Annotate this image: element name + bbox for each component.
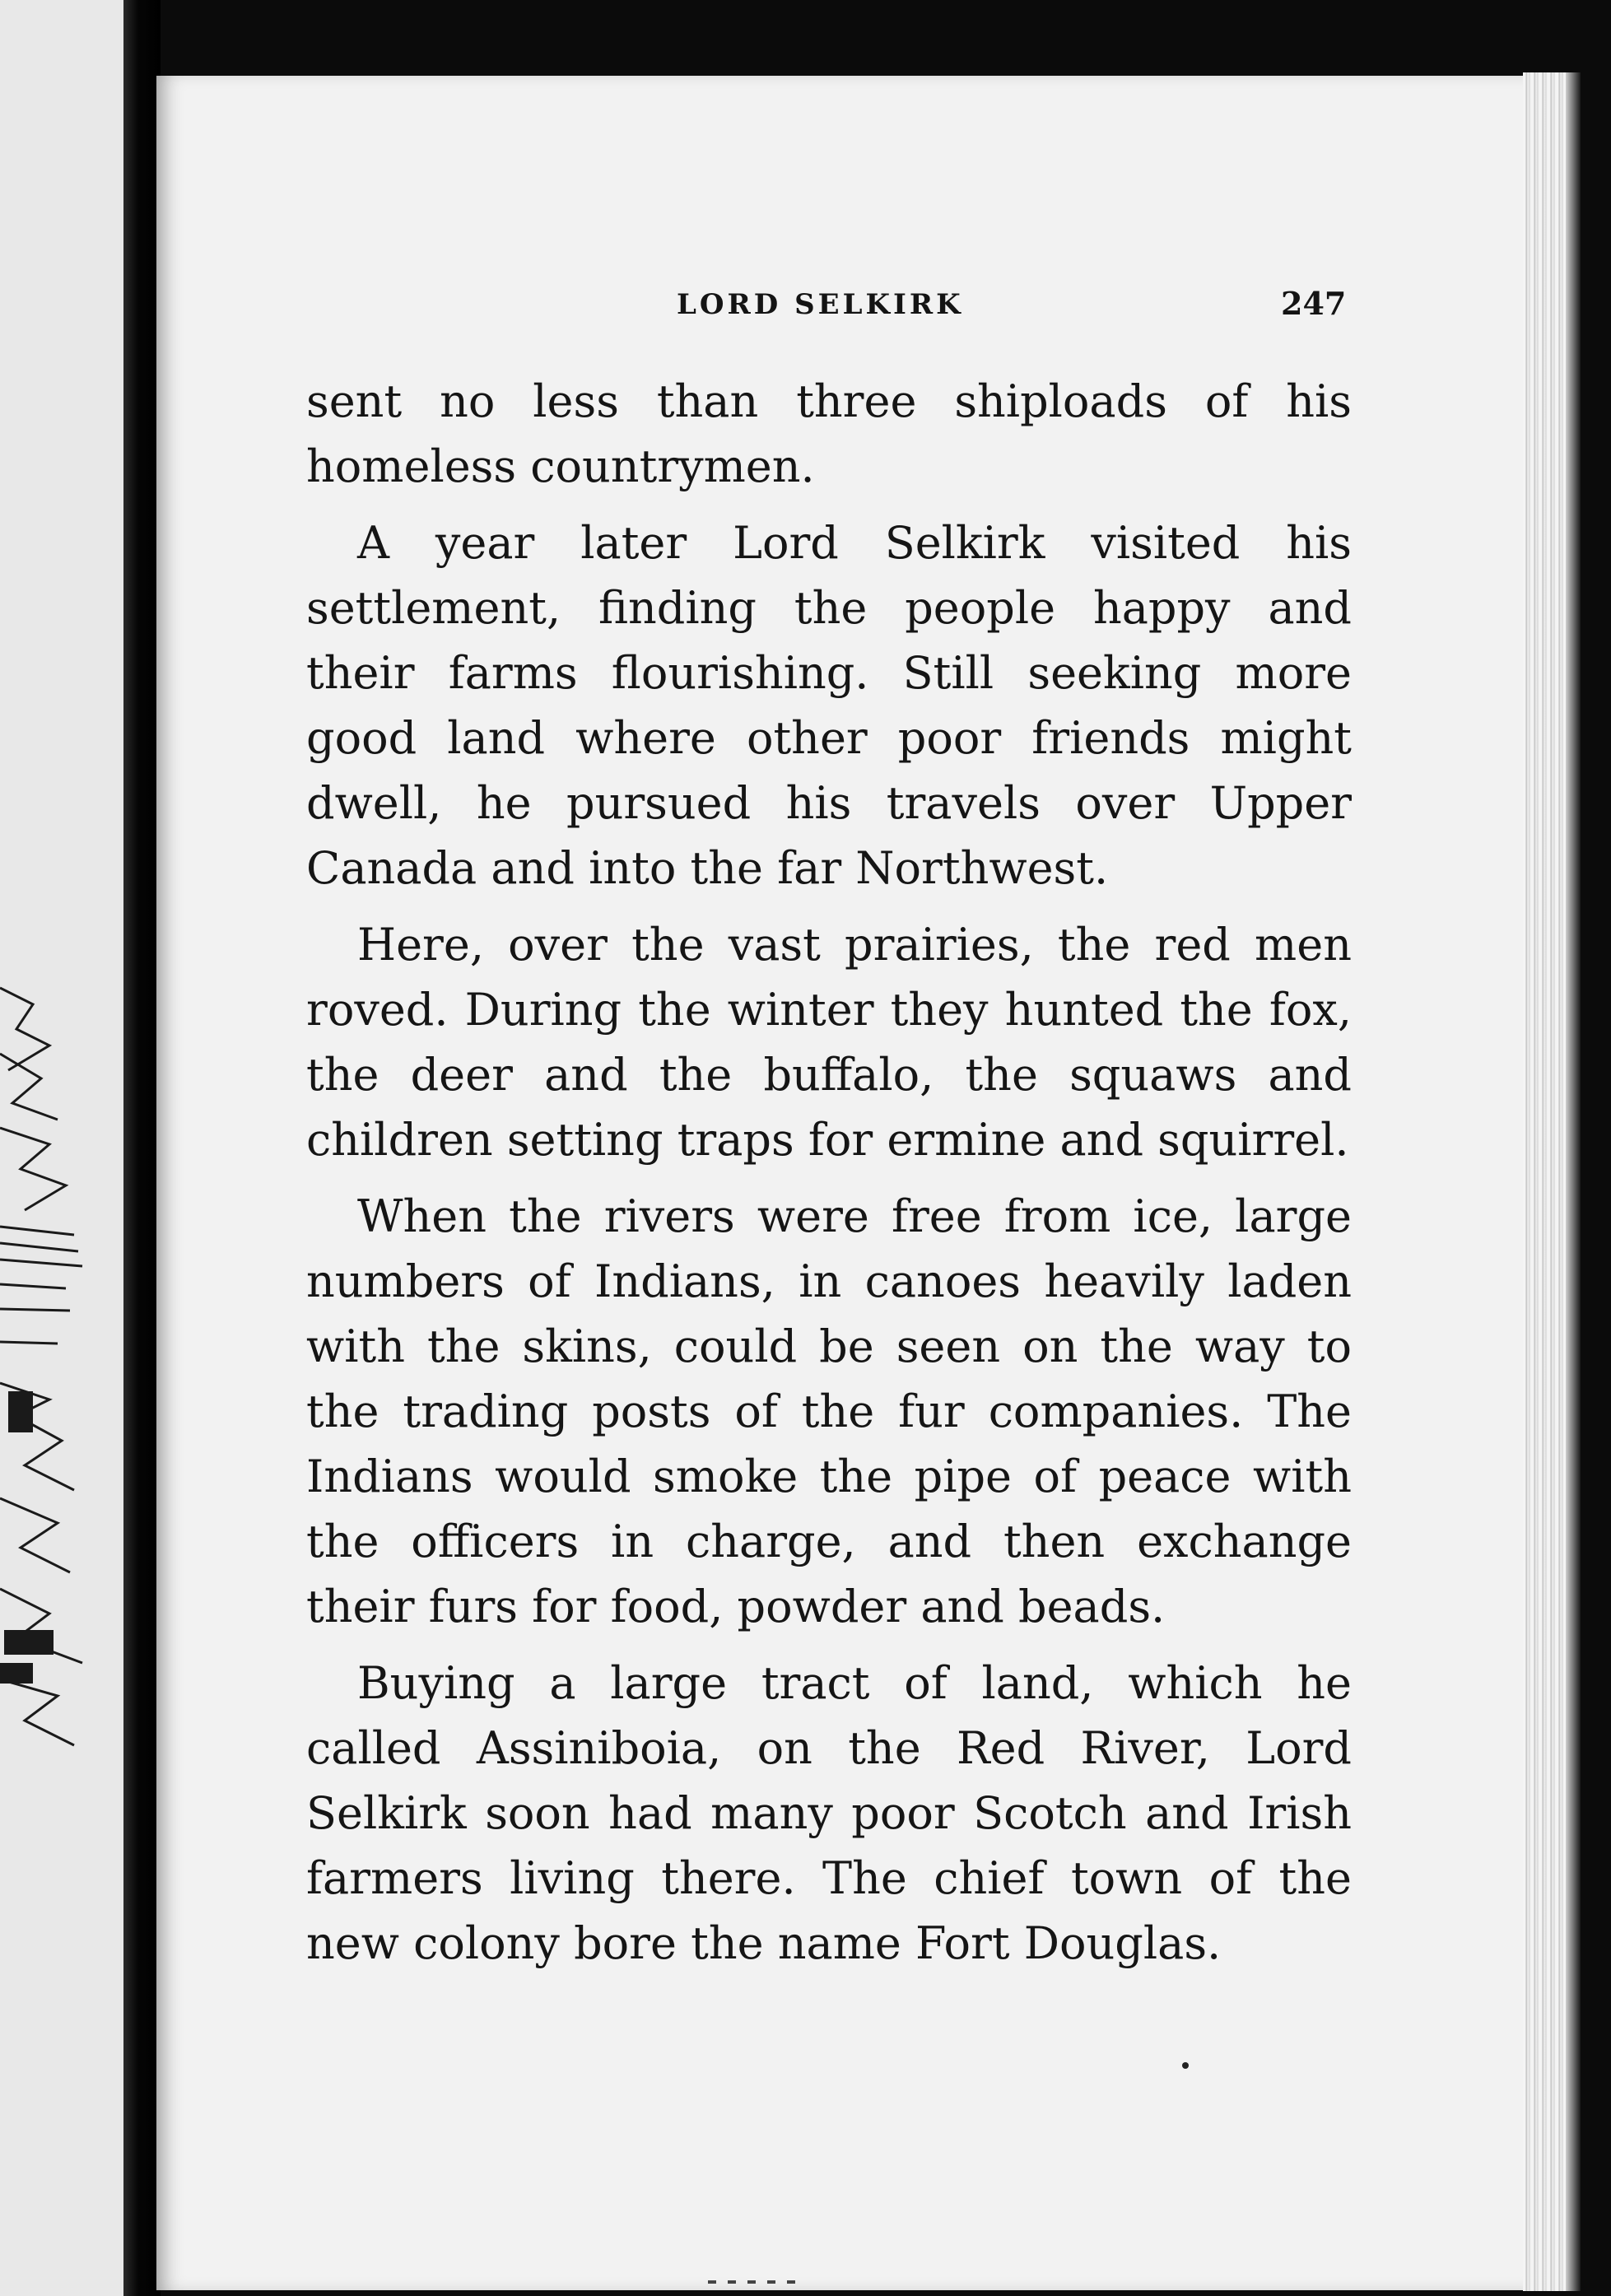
page-edges (1523, 72, 1581, 2291)
running-title: LORD SELKIRK (677, 288, 964, 321)
gutter-shadow (123, 0, 161, 2296)
paragraph: Here, over the vast prairies, the red men roved. During the winter they hunted the fox, the deer and the buffalo, the squaws and children setting traps for ermine and squirrel. (306, 919, 1352, 1166)
paragraph: A year later Lord Selkirk visited his settlement, finding the people happy and their farms flourishing. Still seeking more good land where other poor friends might dwell, he pursued his travels over Upper Canada and into the far Northwest. (306, 517, 1352, 894)
page-bottom-mark (708, 2280, 807, 2284)
facing-page-fragment (0, 0, 140, 2296)
paragraph: When the rivers were free from ice, large numbers of Indians, in canoes heavily laden with the skins, could be seen on the way to the trading posts of the fur companies. The Indians would smoke the pipe of peace with the officers in charge, and then exchange their furs for food, powder and beads. (306, 1190, 1352, 1632)
running-head (156, 285, 1523, 329)
paragraph: sent no less than three shiploads of his homeless countrymen. (306, 375, 1352, 492)
body-text (306, 369, 1352, 1987)
engraving-illustration-fragment (0, 955, 103, 1762)
ink-speck (1182, 2062, 1189, 2069)
page-number: 247 (1281, 285, 1347, 322)
paragraph: Buying a large tract of land, which he called Assiniboia, on the Red River, Lord Selkirk soon had many poor Scotch and Irish farmers living there. The chief town of the new colony bore the name Fort Douglas. (306, 1657, 1352, 1969)
